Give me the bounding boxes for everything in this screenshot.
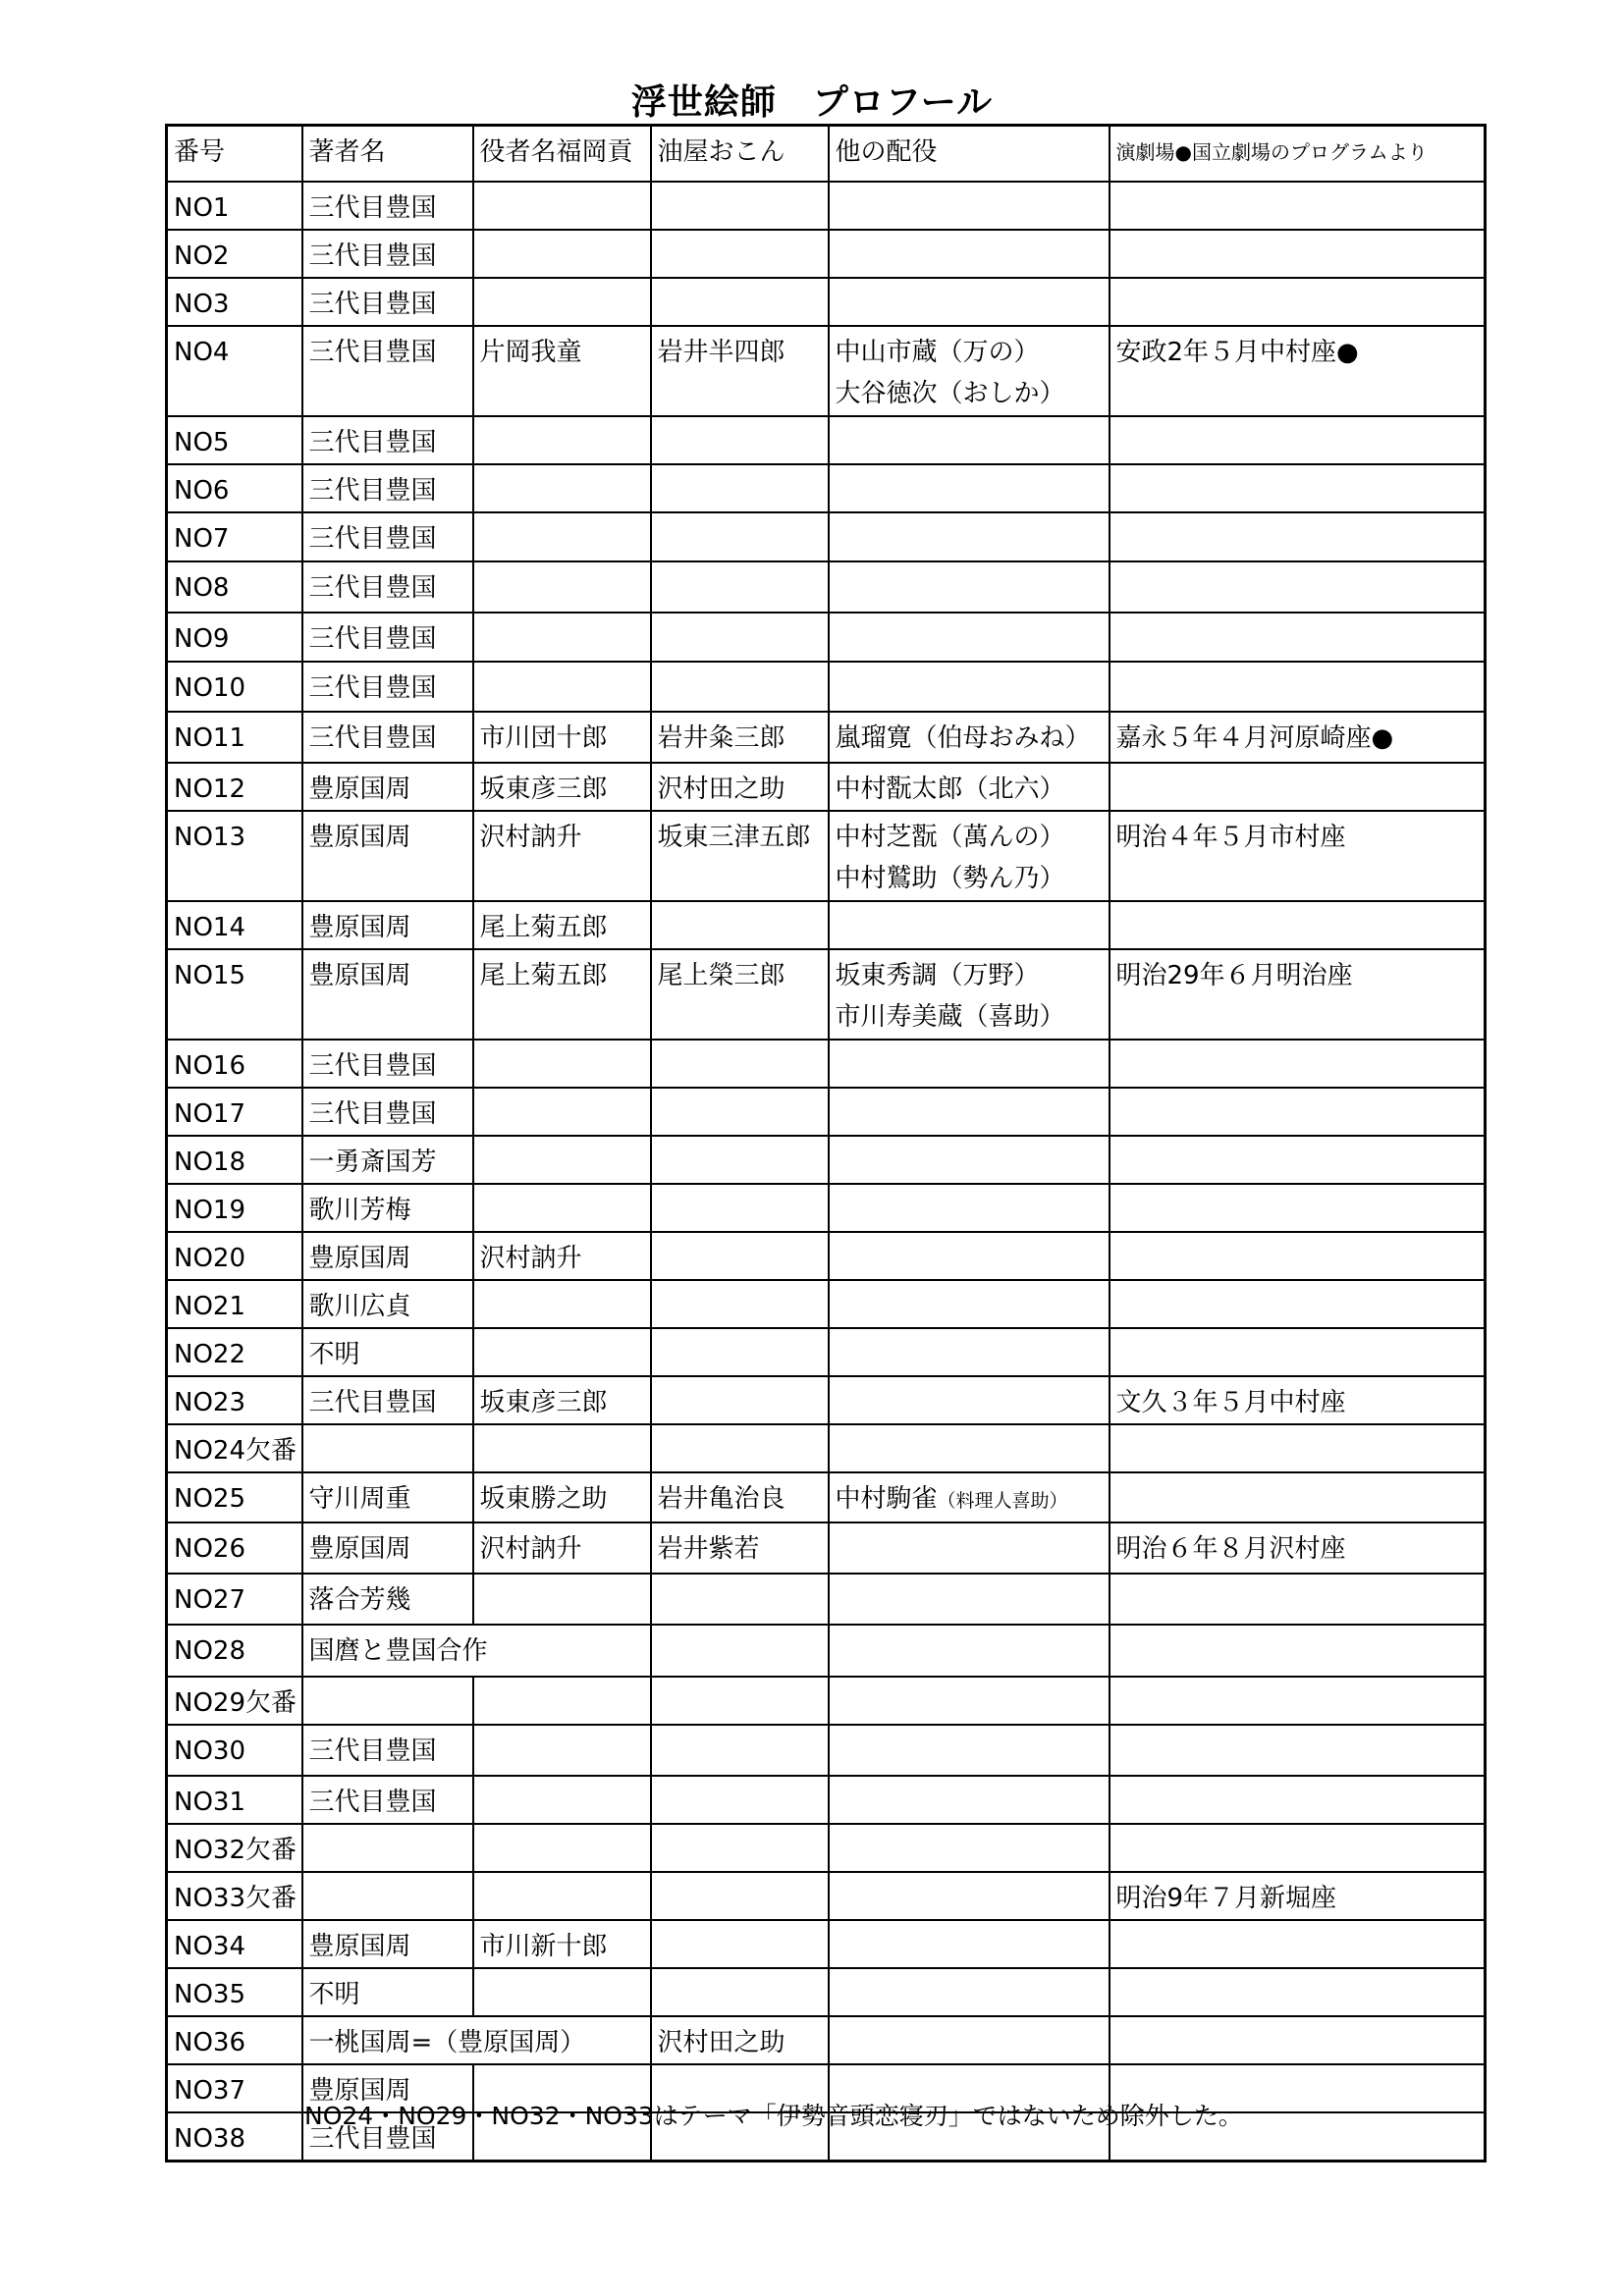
cell-other-roles <box>829 1872 1110 1920</box>
cell-author: 豊原国周 <box>302 763 473 811</box>
cell-okon <box>651 1376 829 1424</box>
cell-okon <box>651 1625 829 1677</box>
cell-other-roles <box>829 1184 1110 1232</box>
table-row <box>167 1968 1486 2016</box>
cell-other-roles <box>829 613 1110 662</box>
cell-number: NO15 <box>167 949 302 1040</box>
cell-venue <box>1110 1424 1486 1472</box>
cell-number: NO35 <box>167 1968 302 2016</box>
cell-actor: 市川新十郎 <box>473 1920 651 1968</box>
table-row <box>167 613 1486 662</box>
cell-number: NO12 <box>167 763 302 811</box>
cell-other-roles <box>829 1424 1110 1472</box>
cell-okon <box>651 1725 829 1776</box>
cell-number: NO19 <box>167 1184 302 1232</box>
table-row <box>167 230 1486 278</box>
cell-number: NO32欠番 <box>167 1824 302 1872</box>
cell-actor <box>473 1725 651 1776</box>
cell-actor: 坂東彦三郎 <box>473 1376 651 1424</box>
cell-okon <box>651 1136 829 1184</box>
table-row <box>167 464 1486 512</box>
cell-venue <box>1110 1472 1486 1522</box>
cell-venue <box>1110 1677 1486 1725</box>
cell-number: NO5 <box>167 416 302 464</box>
cell-actor: 市川団十郎 <box>473 712 651 763</box>
cell-other-roles <box>829 901 1110 949</box>
col-header-number: 番号 <box>167 126 302 183</box>
cell-author: 豊原国周 <box>302 1522 473 1574</box>
cell-author: 守川周重 <box>302 1472 473 1522</box>
cell-actor <box>473 1677 651 1725</box>
cell-other-roles <box>829 811 1110 901</box>
cell-author: 落合芳幾 <box>302 1574 473 1625</box>
cell-okon: 岩井紫若 <box>651 1522 829 1574</box>
cell-actor <box>473 1574 651 1625</box>
cell-okon <box>651 182 829 230</box>
cell-other-roles: 中村翫太郎（北六） <box>829 763 1110 811</box>
footnote: NO24・NO29・NO32・NO33はテーマ「伊勢音頭恋寝刃」ではないため除外した。 <box>304 2102 1243 2130</box>
cell-venue <box>1110 1232 1486 1280</box>
cell-okon <box>651 1677 829 1725</box>
cell-number: NO36 <box>167 2016 302 2064</box>
cell-okon <box>651 1424 829 1472</box>
cell-venue <box>1110 416 1486 464</box>
cell-venue <box>1110 278 1486 326</box>
table-row <box>167 512 1486 561</box>
cell-actor <box>473 1280 651 1328</box>
cell-number: NO31 <box>167 1776 302 1824</box>
table-row <box>167 1232 1486 1280</box>
cell-number: NO33欠番 <box>167 1872 302 1920</box>
cell-venue <box>1110 1574 1486 1625</box>
cell-number: NO10 <box>167 662 302 712</box>
cell-actor: 尾上菊五郎 <box>473 901 651 949</box>
cell-okon <box>651 1232 829 1280</box>
table-row <box>167 763 1486 811</box>
cell-venue <box>1110 1625 1486 1677</box>
cell-other-roles <box>829 1776 1110 1824</box>
cell-number: NO22 <box>167 1328 302 1376</box>
cell-other-roles <box>829 949 1110 1040</box>
cell-venue <box>1110 1088 1486 1136</box>
cell-venue <box>1110 464 1486 512</box>
cell-author: 三代目豊国 <box>302 1776 473 1824</box>
cell-number: NO30 <box>167 1725 302 1776</box>
cell-number: NO34 <box>167 1920 302 1968</box>
cell-other-roles <box>829 1232 1110 1280</box>
table-row <box>167 662 1486 712</box>
cell-venue: 明治６年８月沢村座 <box>1110 1522 1486 1574</box>
cell-actor <box>473 416 651 464</box>
col-header-other-roles: 他の配役 <box>829 126 1110 183</box>
cell-actor <box>473 278 651 326</box>
cell-other-roles <box>829 1088 1110 1136</box>
header-row <box>167 126 1486 183</box>
cell-actor <box>473 1136 651 1184</box>
cell-number: NO24欠番 <box>167 1424 302 1472</box>
cell-author: 一桃国周=（豊原国周） <box>302 2016 651 2064</box>
cell-actor <box>473 1328 651 1376</box>
cell-actor: 坂東彦三郎 <box>473 763 651 811</box>
cell-venue <box>1110 1280 1486 1328</box>
table-row <box>167 1472 1486 1522</box>
col-header-venue: 演劇場●国立劇場のプログラムより <box>1110 126 1486 183</box>
cell-okon <box>651 512 829 561</box>
cell-okon <box>651 416 829 464</box>
cell-author: 歌川芳梅 <box>302 1184 473 1232</box>
cell-venue <box>1110 901 1486 949</box>
cell-number: NO3 <box>167 278 302 326</box>
table-row <box>167 1872 1486 1920</box>
cell-venue <box>1110 662 1486 712</box>
profile-table <box>165 124 1487 2163</box>
cell-actor <box>473 230 651 278</box>
cell-number: NO6 <box>167 464 302 512</box>
table-row <box>167 2016 1486 2064</box>
cell-other-roles <box>829 1574 1110 1625</box>
col-header-okon: 油屋おこん <box>651 126 829 183</box>
table-row <box>167 1522 1486 1574</box>
table-row <box>167 1376 1486 1424</box>
cell-okon <box>651 1328 829 1376</box>
cell-author: 豊原国周 <box>302 2064 473 2112</box>
cell-actor: 沢村訥升 <box>473 811 651 901</box>
cell-other-roles <box>829 1920 1110 1968</box>
cell-other-roles <box>829 1677 1110 1725</box>
cell-number: NO7 <box>167 512 302 561</box>
cell-okon <box>651 1872 829 1920</box>
cell-author: 不明 <box>302 1968 473 2016</box>
cell-venue <box>1110 763 1486 811</box>
cell-number: NO29欠番 <box>167 1677 302 1725</box>
cell-okon <box>651 662 829 712</box>
cell-other-roles <box>829 1725 1110 1776</box>
cell-author: 三代目豊国 <box>302 613 473 662</box>
cell-author: 三代目豊国 <box>302 512 473 561</box>
cell-other-roles <box>829 662 1110 712</box>
cell-number: NO9 <box>167 613 302 662</box>
table-row <box>167 561 1486 613</box>
cell-venue: 嘉永５年４月河原崎座● <box>1110 712 1486 763</box>
cell-venue <box>1110 230 1486 278</box>
cell-actor <box>473 662 651 712</box>
cell-author: 三代目豊国 <box>302 712 473 763</box>
cell-venue <box>1110 182 1486 230</box>
table-row <box>167 811 1486 901</box>
cell-actor <box>473 1776 651 1824</box>
cell-number: NO17 <box>167 1088 302 1136</box>
cell-author: 三代目豊国 <box>302 416 473 464</box>
cell-actor <box>473 464 651 512</box>
cell-venue <box>1110 1040 1486 1088</box>
cell-okon: 沢村田之助 <box>651 763 829 811</box>
cell-okon <box>651 1184 829 1232</box>
cell-okon <box>651 464 829 512</box>
cell-okon <box>651 1920 829 1968</box>
cell-okon <box>651 230 829 278</box>
cell-okon <box>651 1824 829 1872</box>
cell-author <box>302 1677 473 1725</box>
cell-okon <box>651 1968 829 2016</box>
table-row <box>167 712 1486 763</box>
cell-actor: 片岡我童 <box>473 326 651 416</box>
cell-venue <box>1110 1725 1486 1776</box>
cell-other-roles <box>829 464 1110 512</box>
cell-author <box>302 1424 473 1472</box>
table-row <box>167 1040 1486 1088</box>
cell-okon: 坂東三津五郎 <box>651 811 829 901</box>
cell-actor <box>473 1872 651 1920</box>
cell-other-roles <box>829 2016 1110 2064</box>
table-row <box>167 416 1486 464</box>
cell-author: 三代目豊国 <box>302 1088 473 1136</box>
cell-venue <box>1110 1328 1486 1376</box>
cell-venue <box>1110 1136 1486 1184</box>
other-role-line: 中村鷲助（勢ん乃） <box>835 864 1065 893</box>
cell-author: 三代目豊国 <box>302 561 473 613</box>
cell-author: 三代目豊国 <box>302 2112 473 2162</box>
col-header-author: 著者名 <box>302 126 473 183</box>
cell-other-roles <box>829 278 1110 326</box>
cell-author: 豊原国周 <box>302 1920 473 1968</box>
cell-venue <box>1110 512 1486 561</box>
table-row <box>167 1625 1486 1677</box>
cell-venue: 文久３年５月中村座 <box>1110 1376 1486 1424</box>
cell-author: 国麿と豊国合作 <box>302 1625 651 1677</box>
cell-venue <box>1110 1184 1486 1232</box>
cell-author: 三代目豊国 <box>302 182 473 230</box>
cell-number: NO20 <box>167 1232 302 1280</box>
table-row <box>167 1920 1486 1968</box>
cell-actor: 沢村訥升 <box>473 1232 651 1280</box>
cell-number: NO4 <box>167 326 302 416</box>
cell-okon <box>651 1040 829 1088</box>
cell-venue: 明治9年７月新堀座 <box>1110 1872 1486 1920</box>
cell-author: 三代目豊国 <box>302 230 473 278</box>
cell-number: NO8 <box>167 561 302 613</box>
table-row <box>167 278 1486 326</box>
other-role-line: 市川寿美蔵（喜助） <box>835 1002 1065 1032</box>
cell-venue <box>1110 2016 1486 2064</box>
table-row <box>167 901 1486 949</box>
cell-author: 豊原国周 <box>302 1232 473 1280</box>
cell-okon <box>651 1574 829 1625</box>
cell-actor <box>473 613 651 662</box>
cell-other-roles <box>829 1136 1110 1184</box>
cell-actor: 沢村訥升 <box>473 1522 651 1574</box>
cell-other-roles <box>829 1328 1110 1376</box>
table-row <box>167 1184 1486 1232</box>
cell-author: 三代目豊国 <box>302 1376 473 1424</box>
cell-author <box>302 1824 473 1872</box>
table-row <box>167 949 1486 1040</box>
col-header-actor: 役者名福岡貢 <box>473 126 651 183</box>
table-row <box>167 1328 1486 1376</box>
cell-actor <box>473 1968 651 2016</box>
cell-author: 豊原国周 <box>302 811 473 901</box>
cell-other-roles <box>829 416 1110 464</box>
other-role-line: 中山市蔵（万の） <box>835 338 1040 367</box>
cell-other-roles <box>829 1040 1110 1088</box>
table-row <box>167 326 1486 416</box>
cell-venue: 明治４年５月市村座 <box>1110 811 1486 901</box>
cell-other-roles <box>829 512 1110 561</box>
cell-author: 不明 <box>302 1328 473 1376</box>
cell-number: NO26 <box>167 1522 302 1574</box>
cell-author: 歌川広貞 <box>302 1280 473 1328</box>
other-role-line: 中村芝翫（萬んの） <box>835 823 1065 852</box>
table-row <box>167 1280 1486 1328</box>
cell-venue <box>1110 561 1486 613</box>
cell-venue <box>1110 1920 1486 1968</box>
cell-other-roles <box>829 1522 1110 1574</box>
cell-okon <box>651 1280 829 1328</box>
cell-actor <box>473 512 651 561</box>
cell-number: NO13 <box>167 811 302 901</box>
cell-actor <box>473 1184 651 1232</box>
cell-author: 三代目豊国 <box>302 326 473 416</box>
cell-number: NO11 <box>167 712 302 763</box>
cell-okon <box>651 561 829 613</box>
table-row <box>167 1677 1486 1725</box>
cell-other-roles <box>829 1625 1110 1677</box>
cell-actor <box>473 1424 651 1472</box>
cell-okon: 岩井半四郎 <box>651 326 829 416</box>
cell-venue <box>1110 1776 1486 1824</box>
cell-other-roles <box>829 1280 1110 1328</box>
cell-okon <box>651 613 829 662</box>
cell-venue: 明治29年６月明治座 <box>1110 949 1486 1040</box>
cell-author: 豊原国周 <box>302 901 473 949</box>
cell-venue <box>1110 1968 1486 2016</box>
cell-actor <box>473 1824 651 1872</box>
cell-okon: 尾上榮三郎 <box>651 949 829 1040</box>
table-row <box>167 1776 1486 1824</box>
cell-other-roles <box>829 1824 1110 1872</box>
cell-actor <box>473 1088 651 1136</box>
cell-number: NO18 <box>167 1136 302 1184</box>
table-row <box>167 1136 1486 1184</box>
cell-number: NO2 <box>167 230 302 278</box>
cell-number: NO14 <box>167 901 302 949</box>
cell-actor <box>473 561 651 613</box>
cell-actor <box>473 182 651 230</box>
cell-other-roles <box>829 561 1110 613</box>
cell-actor: 尾上菊五郎 <box>473 949 651 1040</box>
cell-author: 三代目豊国 <box>302 1040 473 1088</box>
cell-number: NO23 <box>167 1376 302 1424</box>
other-role-line: 大谷徳次（おしか） <box>835 379 1065 408</box>
cell-other-roles <box>829 1968 1110 2016</box>
cell-author: 一勇斎国芳 <box>302 1136 473 1184</box>
table-row <box>167 1824 1486 1872</box>
other-role-line: 坂東秀調（万野） <box>835 961 1040 990</box>
table-body <box>167 182 1486 2162</box>
cell-other-roles <box>829 230 1110 278</box>
cell-number: NO1 <box>167 182 302 230</box>
table-row <box>167 182 1486 230</box>
cell-actor <box>473 1040 651 1088</box>
cell-number: NO38 <box>167 2112 302 2162</box>
cell-author <box>302 1872 473 1920</box>
cell-author: 三代目豊国 <box>302 278 473 326</box>
cell-other-roles: 嵐瑠寛（伯母おみね） <box>829 712 1110 763</box>
cell-number: NO25 <box>167 1472 302 1522</box>
cell-number: NO28 <box>167 1625 302 1677</box>
cell-okon: 岩井粂三郎 <box>651 712 829 763</box>
other-role-name: 中村駒雀 <box>835 1484 938 1514</box>
cell-number: NO37 <box>167 2064 302 2112</box>
cell-actor: 坂東勝之助 <box>473 1472 651 1522</box>
cell-author: 豊原国周 <box>302 949 473 1040</box>
cell-author: 三代目豊国 <box>302 464 473 512</box>
cell-number: NO21 <box>167 1280 302 1328</box>
cell-venue <box>1110 1824 1486 1872</box>
cell-venue: 安政2年５月中村座● <box>1110 326 1486 416</box>
cell-okon <box>651 1088 829 1136</box>
cell-okon: 岩井亀治良 <box>651 1472 829 1522</box>
cell-okon <box>651 278 829 326</box>
cell-author: 三代目豊国 <box>302 662 473 712</box>
cell-other-roles <box>829 1376 1110 1424</box>
cell-author: 三代目豊国 <box>302 1725 473 1776</box>
table-row <box>167 1424 1486 1472</box>
page-title: 浮世絵師 プロフール <box>630 82 994 123</box>
cell-other-roles <box>829 326 1110 416</box>
cell-number: NO27 <box>167 1574 302 1625</box>
cell-okon <box>651 901 829 949</box>
cell-number: NO16 <box>167 1040 302 1088</box>
cell-venue <box>1110 613 1486 662</box>
cell-other-roles <box>829 1472 1110 1522</box>
cell-okon <box>651 1776 829 1824</box>
table-row <box>167 1088 1486 1136</box>
table-row <box>167 1725 1486 1776</box>
table-row <box>167 1574 1486 1625</box>
cell-okon: 沢村田之助 <box>651 2016 829 2064</box>
cell-other-roles <box>829 182 1110 230</box>
other-role-part: （料理人喜助） <box>937 1490 1068 1512</box>
